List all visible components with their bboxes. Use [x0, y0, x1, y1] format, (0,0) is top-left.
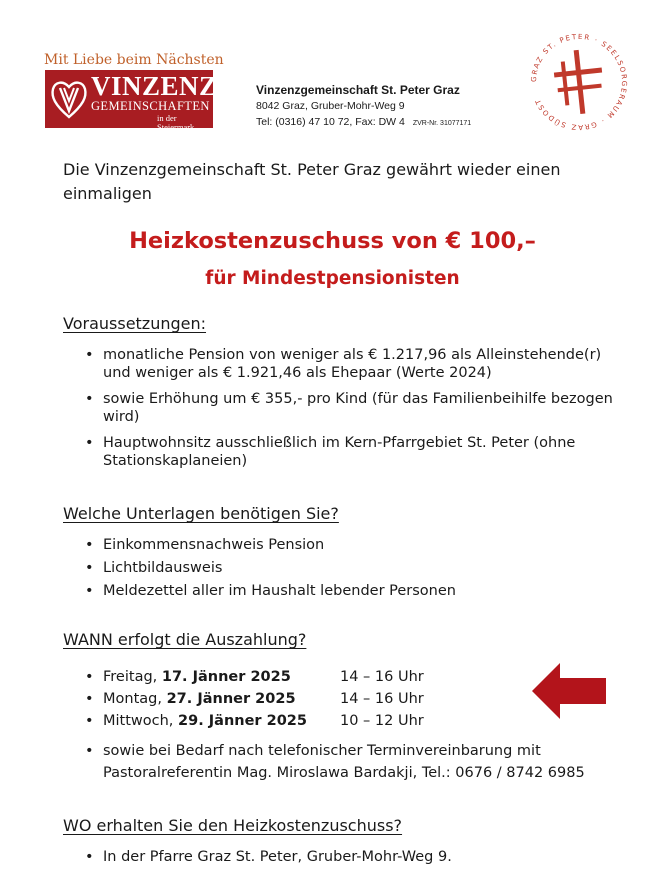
weekday: Mittwoch, — [103, 713, 179, 729]
logo-word-gemeinschaften: GEMEINSCHAFTEN — [91, 99, 210, 113]
section-title-where: WO erhalten Sie den Heizkostenzuschuss? — [63, 816, 403, 835]
subheadline: für Mindestpensionisten — [205, 268, 460, 289]
logo-tagline: Mit Liebe beim Nächsten — [44, 52, 224, 68]
list-item: • Hauptwohnsitz ausschließlich im Kern-Pfarrgebiet St. Peter (ohne Stationskaplaneien) — [63, 434, 623, 470]
headline: Heizkostenzuschuss von € 100,– — [129, 228, 536, 254]
date: 27. Jänner 2025 — [166, 691, 296, 707]
time: 10 – 12 Uhr — [340, 713, 424, 729]
org-name: Vinzenzgemeinschaft St. Peter Graz — [256, 83, 460, 97]
arrow-left-icon — [532, 663, 606, 719]
section-title-requirements: Voraussetzungen: — [63, 314, 207, 333]
weekday: Freitag, — [103, 669, 162, 685]
section-title-when: WANN erfolgt die Auszahlung? — [63, 630, 307, 649]
appointment-note: • sowie bei Bedarf nach telefonischer Terminvereinbarung mit Pastoralreferentin Mag. Miroslawa Bardakji, Tel.: 0676 / 8742 6985 — [63, 740, 623, 784]
list-item: • sowie Erhöhung um € 355,- pro Kind (für das Familienbeihilfe bezogen wird) — [63, 390, 623, 426]
list-item: • Lichtbildausweis — [63, 559, 623, 577]
list-item: • Meldezettel aller im Haushalt lebender Personen — [63, 582, 623, 600]
weekday: Montag, — [103, 691, 167, 707]
intro-text: Die Vinzenzgemeinschaft St. Peter Graz gewährt wieder einen einmaligen — [63, 160, 561, 203]
org-zvr: ZVR-Nr. 31077171 — [412, 120, 472, 127]
list-item: • Einkommensnachweis Pension — [63, 536, 623, 554]
org-contact: Tel: (0316) 47 10 72, Fax: DW 4 — [256, 116, 405, 128]
parish-seal-icon — [527, 30, 631, 134]
vinzenz-logo — [45, 70, 218, 132]
heart-emblem-icon — [49, 75, 89, 121]
date: 29. Jänner 2025 — [178, 713, 307, 729]
section-title-documents: Welche Unterlagen benötigen Sie? — [63, 504, 339, 523]
logo-word-vinzenz: VINZENZ — [91, 71, 218, 101]
logo-word-steiermark: in der Steiermark — [157, 113, 195, 132]
location-list — [63, 848, 623, 866]
date: 17. Jänner 2025 — [161, 669, 291, 685]
organisation-address — [256, 82, 471, 132]
requirements-list — [63, 346, 623, 478]
time: 14 – 16 Uhr — [340, 669, 424, 685]
list-item: • In der Pfarre Graz St. Peter, Gruber-Mohr-Weg 9. — [63, 848, 623, 866]
documents-list — [63, 536, 623, 605]
time: 14 – 16 Uhr — [340, 691, 424, 707]
org-address: 8042 Graz, Gruber-Mohr-Weg 9 — [256, 100, 405, 112]
list-item: • monatliche Pension von weniger als € 1.217,96 als Alleinstehende(r) und weniger als € 1.921,46 als Ehepaar (Werte 2024) — [63, 346, 623, 382]
seal-ring-text: GRAZ ST. PETER · SEELSORGERAUM · GRAZ SÜDOST — [529, 32, 629, 132]
